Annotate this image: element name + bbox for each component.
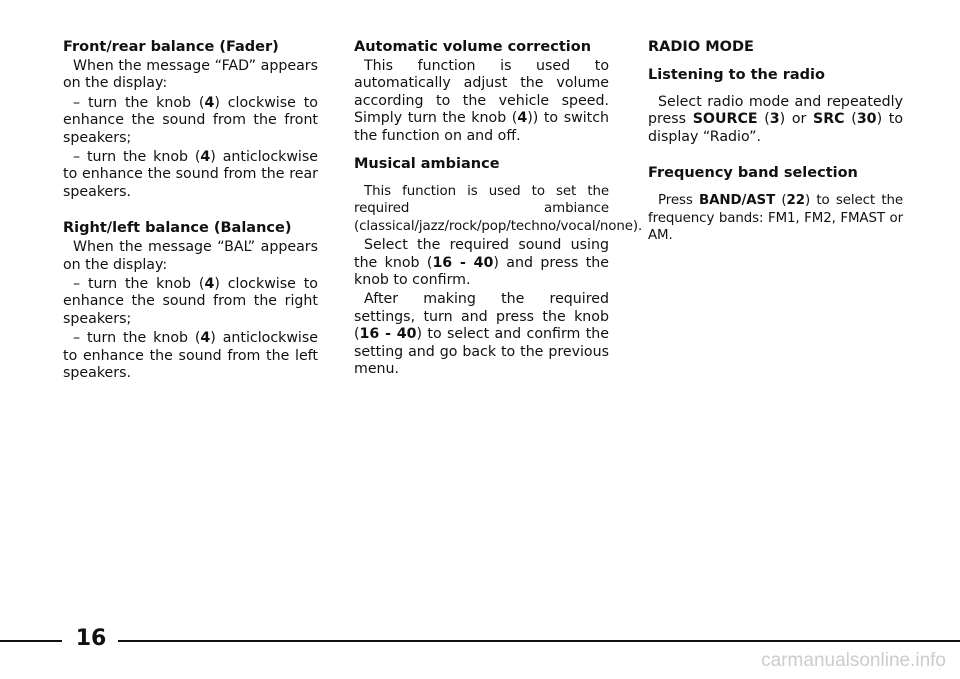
heading-balance: Right/left balance (Balance): [63, 220, 292, 237]
heading-fader: Front/rear balance (Fader): [63, 39, 279, 55]
heading-radio-mode: RADIO MODE: [648, 39, 754, 55]
paragraph: Press BAND/AST (22) to select the frequency bands: FM1, FM2, FMAST or AM.: [648, 193, 903, 244]
watermark: carmanualsonline.info: [761, 650, 946, 671]
heading-listening: Listening to the radio: [648, 67, 825, 83]
paragraph: When the message “FAD” appears on the display:: [63, 58, 318, 92]
column-1: [63, 38, 318, 385]
paragraph: After making the required settings, turn and press the knob (16 - 40) to select and confirm the setting and go back to the previous menu.: [354, 291, 609, 378]
heading-frequency-band: Frequency band selection: [648, 165, 858, 182]
paragraph: – turn the knob (4) anticlockwise to enhance the sound from the left speakers.: [63, 330, 318, 382]
paragraph: This function is used to automatically adjust the volume according to the vehicle speed. Simply turn the knob (4)) to switch the function on and off.: [354, 58, 609, 144]
paragraph: – turn the knob (4) clockwise to enhance the sound from the front speakers;: [63, 94, 318, 146]
heading-musical-ambiance: Musical ambiance: [354, 156, 500, 173]
column-3: [648, 38, 903, 246]
paragraph: – turn the knob (4) anticlockwise to enhance the sound from the rear speakers.: [63, 149, 318, 200]
paragraph: When the message “BAL” appears on the display:: [63, 239, 318, 273]
page-number: 16: [75, 626, 107, 651]
paragraph: Select radio mode and repeatedly press SOURCE (3) or SRC (30) to display “Radio”.: [648, 94, 904, 145]
paragraph: This function is used to set the required ambiance (classical/jazz/rock/pop/techno/vocal/none).: [354, 184, 643, 234]
paragraph: – turn the knob (4) clockwise to enhance the sound from the right speakers;: [63, 276, 318, 327]
heading-volume-correction: Automatic volume correction: [354, 39, 592, 55]
footer-rule-left: [0, 640, 62, 642]
footer-rule-right: [118, 640, 960, 642]
paragraph: Select the required sound using the knob (16 - 40) and press the knob to confirm.: [354, 237, 610, 289]
column-2: [354, 38, 643, 381]
